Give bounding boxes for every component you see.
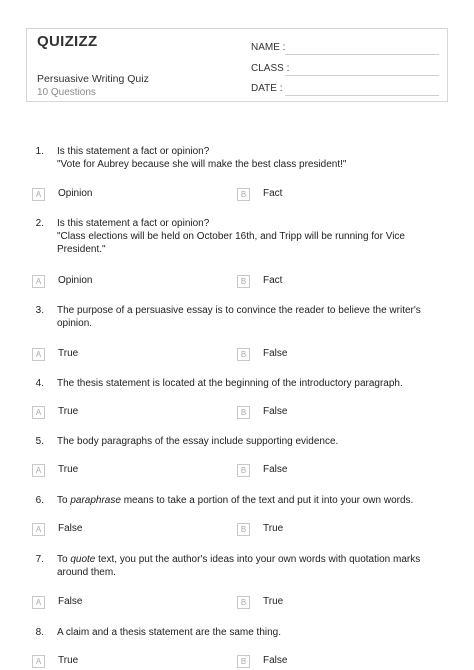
- option-label: False: [263, 655, 288, 666]
- quiz-title: Persuasive Writing Quiz: [37, 73, 149, 85]
- option-letter-box[interactable]: A: [32, 596, 45, 609]
- question-number: 6.: [35, 495, 44, 506]
- question-text: [57, 494, 429, 507]
- option-label: Opinion: [58, 275, 93, 286]
- option-letter-box[interactable]: B: [237, 523, 250, 536]
- option-letter-box[interactable]: A: [32, 348, 45, 361]
- option-letter-box[interactable]: B: [237, 348, 250, 361]
- option-label: False: [263, 464, 288, 475]
- option-letter-box[interactable]: B: [237, 275, 250, 288]
- question-number: 7.: [35, 554, 44, 565]
- question-text-part: text, you put the author's ideas into your own words with quotation marks around them.: [57, 554, 421, 578]
- question-text: [57, 553, 429, 579]
- option-label: True: [58, 406, 79, 417]
- option-label: True: [58, 464, 79, 475]
- option-letter-box[interactable]: A: [32, 655, 45, 668]
- option-letter-box[interactable]: A: [32, 464, 45, 477]
- question-number: 4.: [35, 378, 44, 389]
- question-text: Is this statement a fact or opinion? "Class elections will be held on October 16th, and Tripp will be running for Vice President.": [57, 218, 405, 255]
- option-label: False: [263, 406, 288, 417]
- class-field[interactable]: [285, 75, 439, 76]
- option-letter-box[interactable]: B: [237, 464, 250, 477]
- question-number: 2.: [35, 218, 44, 229]
- option-label: True: [58, 348, 79, 359]
- question-text: A claim and a thesis statement are the same thing.: [57, 627, 282, 638]
- option-letter-box[interactable]: A: [32, 275, 45, 288]
- question-text: The body paragraphs of the essay include supporting evidence.: [57, 436, 339, 447]
- option-label: Opinion: [58, 188, 93, 199]
- option-letter-box[interactable]: B: [237, 596, 250, 609]
- option-letter-box[interactable]: B: [237, 655, 250, 668]
- option-label: True: [263, 523, 284, 534]
- question-emphasis: quote: [70, 554, 96, 565]
- option-letter-box[interactable]: B: [237, 188, 250, 201]
- option-letter-box[interactable]: B: [237, 406, 250, 419]
- date-field[interactable]: [285, 95, 439, 96]
- option-label: False: [58, 596, 83, 607]
- option-label: True: [58, 655, 79, 666]
- date-label: DATE :: [251, 83, 283, 94]
- question-number: 1.: [35, 146, 44, 157]
- question-number: 8.: [35, 627, 44, 638]
- option-letter-box[interactable]: A: [32, 188, 45, 201]
- option-label: True: [263, 596, 284, 607]
- question-number: 3.: [35, 305, 44, 316]
- question-text: The purpose of a persuasive essay is to convince the reader to believe the writer's opinion.: [57, 305, 421, 329]
- question-text-part: means to take a portion of the text and put it into your own words.: [120, 495, 414, 506]
- question-text-part: To: [57, 495, 71, 506]
- question-text: The thesis statement is located at the beginning of the introductory paragraph.: [57, 378, 403, 389]
- worksheet-header: [26, 28, 448, 102]
- question-text-part: To: [57, 554, 71, 565]
- option-label: False: [263, 348, 288, 359]
- question-number: 5.: [35, 436, 44, 447]
- option-letter-box[interactable]: A: [32, 406, 45, 419]
- option-label: False: [58, 523, 83, 534]
- name-field[interactable]: [285, 54, 439, 55]
- question-emphasis: paraphrase: [70, 495, 121, 506]
- option-label: Fact: [263, 188, 283, 199]
- question-text: Is this statement a fact or opinion? "Vote for Aubrey because she will make the best class president!": [57, 146, 347, 170]
- option-letter-box[interactable]: A: [32, 523, 45, 536]
- question-count: 10 Questions: [37, 87, 96, 98]
- quizizz-logo: QUIZIZZ: [37, 33, 98, 50]
- option-label: Fact: [263, 275, 283, 286]
- name-label: NAME :: [251, 42, 286, 53]
- class-label: CLASS :: [251, 63, 290, 74]
